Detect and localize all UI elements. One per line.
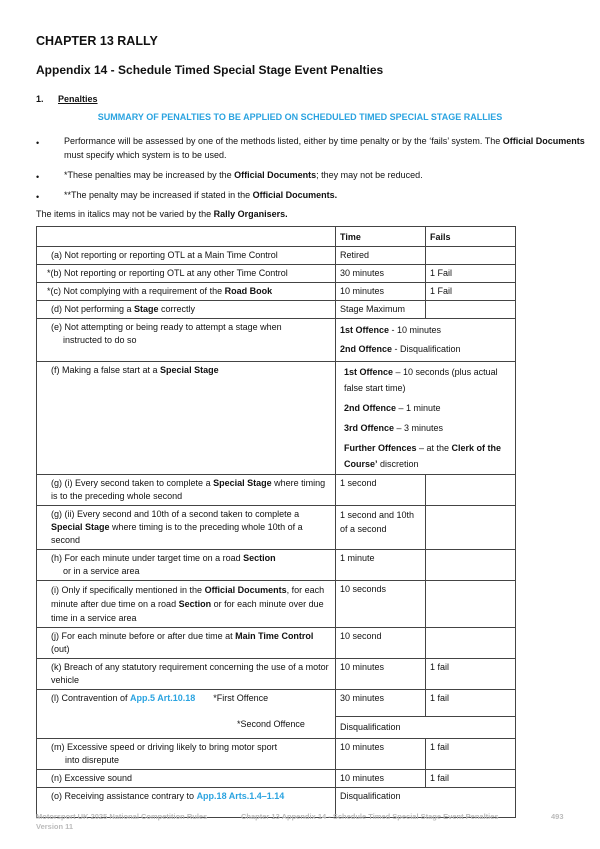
table-row <box>37 628 516 659</box>
fails-cell <box>426 550 516 581</box>
table-row <box>37 265 516 283</box>
offence-cell: (l) Contravention of App.5 Art.10.18 *First Offence *Second Offence <box>37 690 336 739</box>
fails-cell <box>426 475 516 506</box>
header-fails: Fails <box>426 227 516 247</box>
offence-cell: (g) (i) Every second taken to complete a Special Stage where timing is to the preceding whole second <box>37 475 336 506</box>
fails-cell <box>426 581 516 628</box>
bullet-bold: Official Documents. <box>252 190 338 200</box>
header-time: Time <box>336 227 426 247</box>
section-number: 1. <box>36 94 44 104</box>
time-cell: 1 minute <box>336 550 426 581</box>
offence-cell: (m) Excessive speed or driving likely to bring motor sport into disrepute <box>37 739 336 770</box>
time-cell: 10 minutes <box>336 739 426 770</box>
fails-cell: 1 fail <box>426 770 516 788</box>
time-cell: 10 seconds <box>336 581 426 628</box>
penalties-table <box>36 226 516 818</box>
fails-cell <box>426 301 516 319</box>
offence-cell: (j) For each minute before or after due time at Main Time Control (out) <box>37 628 336 659</box>
offence-cell: *(c) Not complying with a requirement of the Road Book <box>37 283 336 301</box>
table-row <box>37 362 516 475</box>
time-cell: Stage Maximum <box>336 301 426 319</box>
fails-cell <box>426 628 516 659</box>
section-heading <box>36 94 98 104</box>
bullet-icon: • <box>36 138 40 148</box>
table-row <box>37 659 516 690</box>
offence-cell: *(b) Not reporting or reporting OTL at any other Time Control <box>37 265 336 283</box>
summary-heading: SUMMARY OF PENALTIES TO BE APPLIED ON SCHEDULED TIMED SPECIAL STAGE RALLIES <box>97 112 503 122</box>
bullet-text: **The penalty may be increased if stated in the <box>64 190 253 200</box>
table-row <box>37 506 516 550</box>
bullet-text: ; they may not be reduced. <box>316 170 423 180</box>
fails-cell <box>426 247 516 265</box>
offence-cell: (g) (ii) Every second and 10th of a second taken to complete a Special Stage where timing is to the preceding whole 10th of a second <box>37 506 336 550</box>
time-cell: 30 minutes 1 fail Disqualification <box>336 690 516 739</box>
app5-link[interactable]: App.5 Art.10.18 <box>130 693 196 703</box>
offence-cell: (e) Not attempting or being ready to attempt a stage when instructed to do so <box>37 319 336 362</box>
time-cell: 1 second and 10th of a second <box>336 506 426 550</box>
time-cell: Disqualification <box>336 788 516 818</box>
offence-cell: (i) Only if specifically mentioned in the Official Documents, for each minute after due time on a road Section or for each minute over due time in a service area <box>37 581 336 628</box>
section-label: Penalties <box>58 94 98 104</box>
bullet-text: *These penalties may be increased by the <box>64 170 235 180</box>
offence-cell: (d) Not performing a Stage correctly <box>37 301 336 319</box>
time-cell: 1st Offence – 10 seconds (plus actual false start time) 2nd Offence – 1 minute 3rd Offence – 3 minutes Further Offences – at the Clerk of the Course’ discretion <box>336 362 516 475</box>
table-row <box>37 690 516 739</box>
table-row <box>37 319 516 362</box>
fails-cell: 1 fail <box>426 739 516 770</box>
offence-cell: (n) Excessive sound <box>37 770 336 788</box>
intro-text: The items in italics may not be varied by the Rally Organisers. <box>36 209 288 219</box>
fails-cell: 1 fail <box>426 659 516 690</box>
table-row <box>37 739 516 770</box>
app18-link[interactable]: App.18 Arts.1.4–1.14 <box>196 791 285 801</box>
offence-cell: (f) Making a false start at a Special Stage <box>37 362 336 475</box>
bullet-bold: Official Documents <box>502 136 585 146</box>
bullet-text: Performance will be assessed by one of the methods listed, either by time penalty or by the ‘fails’ system. The <box>64 136 503 146</box>
fails-cell <box>426 506 516 550</box>
table-header-row <box>37 227 516 247</box>
fails-cell: 1 Fail <box>426 265 516 283</box>
bullet-icon: • <box>36 192 40 202</box>
footer-chapter: Chapter 13 Appendix 14 - Schedule Timed Special Stage Event Penalties <box>241 812 499 821</box>
fails-cell: 1 Fail <box>426 283 516 301</box>
offence-cell: (k) Breach of any statutory requirement concerning the use of a motor vehicle <box>37 659 336 690</box>
bullet-text: must specify which system is to be used. <box>64 150 227 160</box>
offence-cell: (h) For each minute under target time on a road Section or in a service area <box>37 550 336 581</box>
bullet-bold: Official Documents <box>234 170 317 180</box>
footer-rules: Motorsport UK 2025 National Competition Rules <box>36 812 208 821</box>
table-row <box>37 475 516 506</box>
table-row <box>37 283 516 301</box>
footer-page-number: 493 <box>551 812 564 821</box>
time-cell: 1 second <box>336 475 426 506</box>
time-cell: 10 minutes <box>336 659 426 690</box>
footer-version: Version 11 <box>36 822 74 831</box>
bullet-icon: • <box>36 172 40 182</box>
header-offence <box>37 227 336 247</box>
time-cell: 10 second <box>336 628 426 659</box>
offence-cell: (o) Receiving assistance contrary to App.18 Arts.1.4–1.14 <box>37 788 336 818</box>
table-row <box>37 301 516 319</box>
chapter-title: CHAPTER 13 RALLY <box>36 34 158 48</box>
time-cell: 10 minutes <box>336 770 426 788</box>
offence-cell: (a) Not reporting or reporting OTL at a Main Time Control <box>37 247 336 265</box>
table-row <box>37 770 516 788</box>
table-row <box>37 581 516 628</box>
time-cell: 30 minutes <box>336 265 426 283</box>
appendix-title: Appendix 14 - Schedule Timed Special Stage Event Penalties <box>36 63 384 77</box>
table-row <box>37 247 516 265</box>
time-cell: Retired <box>336 247 426 265</box>
table-row <box>37 550 516 581</box>
time-cell: 1st Offence - 10 minutes 2nd Offence - Disqualification <box>336 319 516 362</box>
time-cell: 10 minutes <box>336 283 426 301</box>
